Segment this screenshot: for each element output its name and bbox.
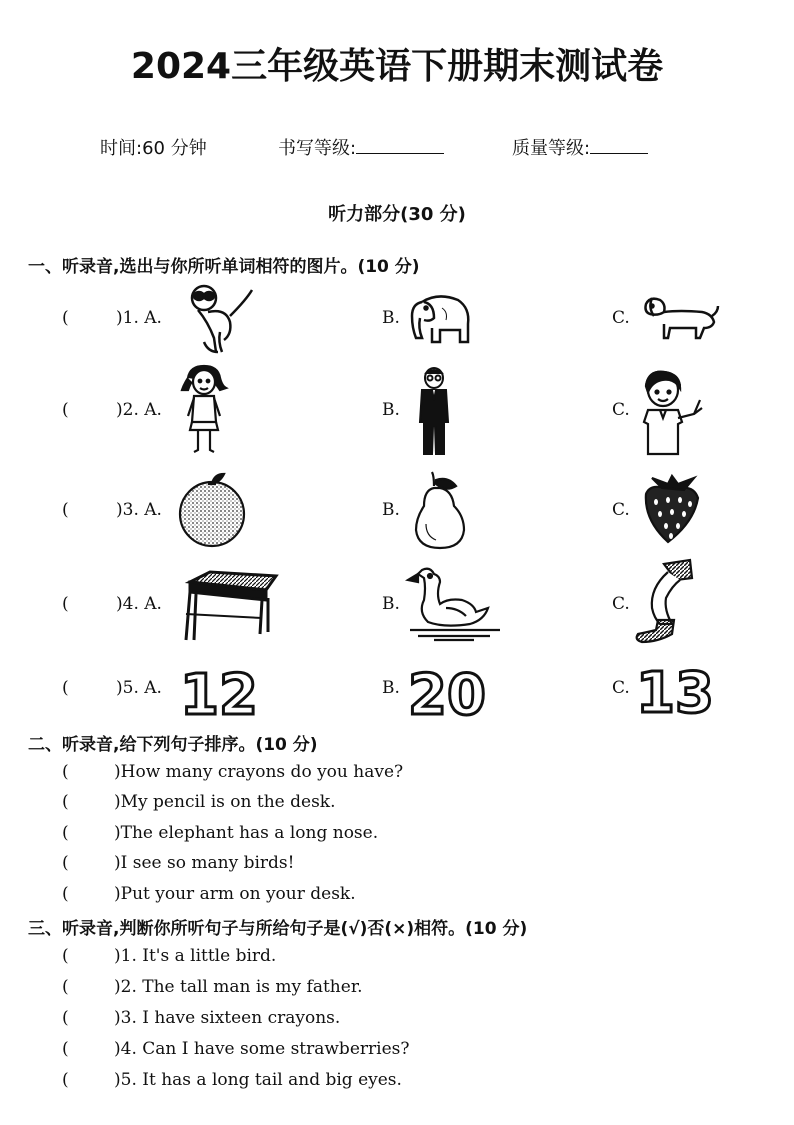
question-number: )4. A. (116, 594, 162, 614)
sentence: )Put your arm on your desk. (114, 884, 356, 904)
strawberry-icon[interactable] (640, 476, 704, 546)
quality-grade-label: 质量等级: (512, 138, 591, 159)
sentence: )My pencil is on the desk. (114, 792, 336, 812)
answer-paren[interactable]: ( (62, 594, 69, 614)
number-option: 13 (636, 661, 714, 726)
answer-paren[interactable]: ( (62, 1070, 69, 1090)
monkey-icon[interactable] (178, 282, 258, 354)
option-c-label: C. (612, 308, 630, 328)
number-13-icon[interactable] (634, 656, 724, 726)
section2-heading: 二、听录音,给下列句子排序。(10 分) (28, 735, 318, 755)
answer-paren[interactable]: ( (62, 884, 69, 904)
sentence: )2. The tall man is my father. (114, 977, 363, 997)
option-c-label: C. (612, 594, 630, 614)
answer-paren[interactable]: ( (62, 500, 69, 520)
boy-icon[interactable] (640, 370, 704, 458)
question-number: )1. A. (116, 308, 162, 328)
writing-grade-blank[interactable] (356, 153, 444, 154)
leg-icon[interactable] (628, 558, 698, 652)
answer-paren[interactable]: ( (62, 792, 69, 812)
sentence: )How many crayons do you have? (114, 762, 404, 782)
option-b-label: B. (382, 400, 400, 420)
quality-grade-blank[interactable] (590, 153, 648, 154)
answer-paren[interactable]: ( (62, 946, 69, 966)
time-label: 时间:60 分钟 (100, 138, 207, 159)
page-title: 2024三年级英语下册期末测试卷 (130, 46, 664, 87)
answer-paren[interactable]: ( (62, 1039, 69, 1059)
option-b-label: B. (382, 308, 400, 328)
section1-heading: 一、听录音,选出与你所听单词相符的图片。(10 分) (28, 257, 420, 277)
answer-paren[interactable]: ( (62, 400, 69, 420)
number-20-icon[interactable] (406, 658, 496, 728)
answer-paren[interactable]: ( (62, 678, 69, 698)
answer-paren[interactable]: ( (62, 762, 69, 782)
option-b-label: B. (382, 500, 400, 520)
section3-heading: 三、听录音,判断你所听句子与所给句子是(√)否(×)相符。(10 分) (28, 919, 528, 939)
sentence: )The elephant has a long nose. (114, 823, 379, 843)
question-number: )5. A. (116, 678, 162, 698)
option-b-label: B. (382, 594, 400, 614)
elephant-icon[interactable] (408, 290, 472, 346)
quality-grade (512, 134, 648, 160)
girl-icon[interactable] (180, 364, 228, 456)
question-number: )3. A. (116, 500, 162, 520)
option-c-label: C. (612, 500, 630, 520)
sentence: )1. It's a little bird. (114, 946, 277, 966)
sentence: )I see so many birds! (114, 853, 295, 873)
pear-icon[interactable] (412, 470, 468, 552)
answer-paren[interactable]: ( (62, 977, 69, 997)
sentence: )5. It has a long tail and big eyes. (114, 1070, 402, 1090)
number-12-icon[interactable] (178, 658, 268, 728)
number-option: 12 (180, 663, 258, 728)
orange-icon[interactable] (176, 470, 248, 548)
number-option: 20 (408, 663, 486, 728)
sentence: )4. Can I have some strawberries? (114, 1039, 410, 1059)
answer-paren[interactable]: ( (62, 823, 69, 843)
answer-paren[interactable]: ( (62, 308, 69, 328)
listening-header: 听力部分(30 分) (328, 204, 466, 225)
desk-icon[interactable] (180, 570, 278, 642)
option-c-label: C. (612, 678, 630, 698)
option-b-label: B. (382, 678, 400, 698)
writing-grade-label: 书写等级: (278, 138, 357, 159)
man-icon[interactable] (414, 366, 454, 458)
dog-icon[interactable] (640, 294, 720, 342)
sentence: )3. I have sixteen crayons. (114, 1008, 341, 1028)
duck-icon[interactable] (404, 564, 504, 642)
writing-grade (278, 134, 444, 160)
answer-paren[interactable]: ( (62, 1008, 69, 1028)
option-c-label: C. (612, 400, 630, 420)
answer-paren[interactable]: ( (62, 853, 69, 873)
question-number: )2. A. (116, 400, 162, 420)
